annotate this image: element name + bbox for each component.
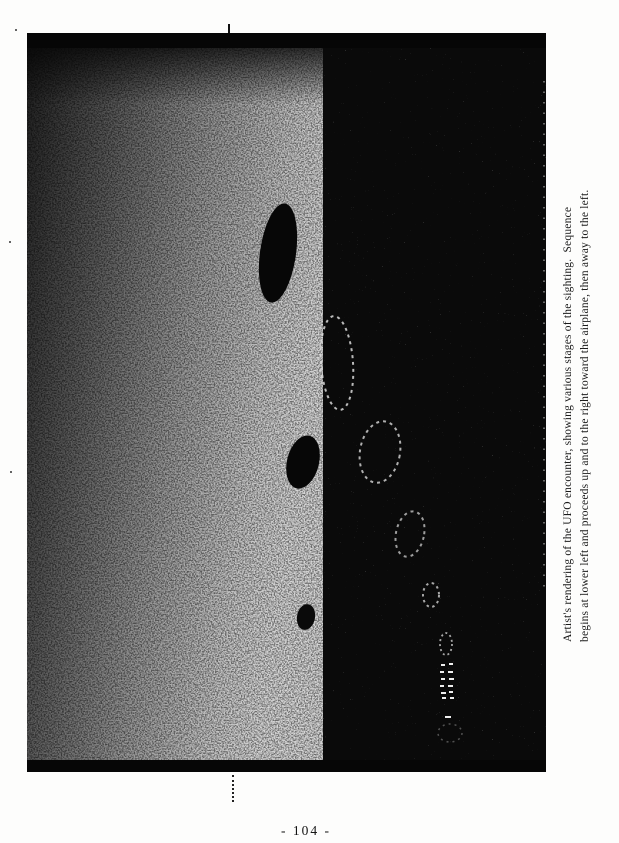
- photo-bottom-band: [27, 760, 546, 772]
- caption-line-1: Artist's rendering of the UFO encounter, showing various stages of the sighting. Sequence: [562, 206, 574, 642]
- page-number: - 104 -: [281, 823, 331, 838]
- figure-caption: [560, 122, 596, 642]
- scan-speck: [15, 29, 17, 31]
- scan-speck: [9, 241, 11, 243]
- photo-top-band: [27, 33, 546, 48]
- caption-line-2: begins at lower left and proceeds up and to the right toward the airplane, then away to the left.: [578, 189, 591, 642]
- scan-speck: [10, 471, 12, 473]
- photo-halftone-grain: [27, 33, 323, 772]
- ufo-rendering-image: [27, 33, 546, 772]
- fold-dotted-line: [232, 775, 236, 802]
- ufo-rendering-figure: [27, 33, 546, 772]
- photo-dark-speckles: [323, 33, 546, 772]
